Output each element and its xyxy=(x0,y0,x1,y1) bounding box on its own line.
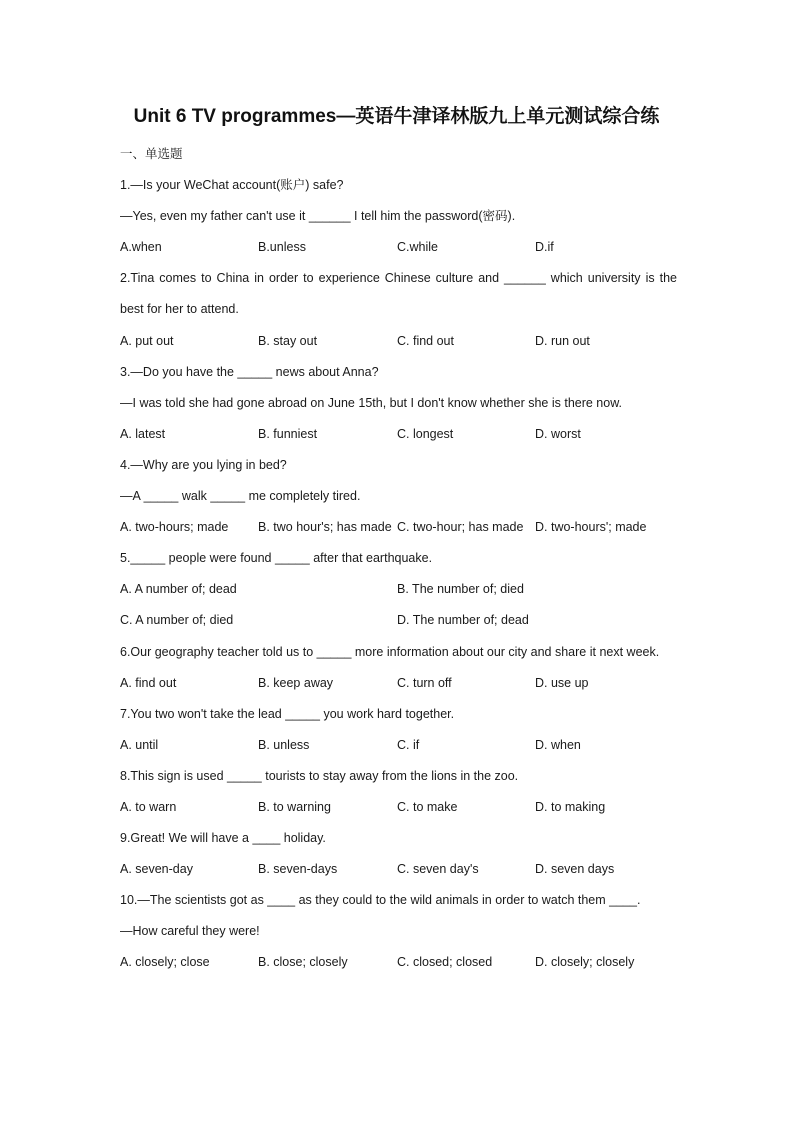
option-b: B. keep away xyxy=(258,675,334,690)
option-d: D. use up xyxy=(535,675,589,690)
document-title: Unit 6 TV programmes—英语牛津译林版九上单元测试综合练 xyxy=(133,106,660,127)
option-c: C. find out xyxy=(397,333,454,348)
question-3-options xyxy=(120,419,677,450)
question-9-options xyxy=(120,854,677,885)
question-5-options-row-2 xyxy=(120,605,677,636)
option-d: D. worst xyxy=(535,426,581,441)
section-heading: 一、单选题 xyxy=(120,147,183,161)
option-a: A. two-hours; made xyxy=(120,520,229,535)
option-c: C. closed; closed xyxy=(397,955,493,970)
option-d: D.if xyxy=(535,240,554,255)
option-a: A. A number of; dead xyxy=(120,582,237,597)
question-2-options xyxy=(120,326,677,357)
question-4-reply: —A _____ walk _____ me completely tired. xyxy=(120,489,361,504)
question-6-options xyxy=(120,668,677,699)
question-8-options xyxy=(120,792,677,823)
question-10-options xyxy=(120,947,677,978)
option-d: D. closely; closely xyxy=(535,955,635,970)
option-b: B. seven-days xyxy=(258,862,338,877)
option-c: C. if xyxy=(397,737,420,752)
option-d: D. The number of; dead xyxy=(397,613,529,628)
option-c: C. A number of; died xyxy=(120,613,234,628)
option-b: B. funniest xyxy=(258,426,318,441)
question-1-reply: —Yes, even my father can't use it ______ I tell him the password(密码). xyxy=(120,209,516,224)
option-c: C. turn off xyxy=(397,675,452,690)
question-10-stem: 10.—The scientists got as ____ as they could to the wild animals in order to watch them ____. xyxy=(120,893,641,908)
option-a: A. latest xyxy=(120,426,166,441)
option-a: A.when xyxy=(120,240,162,255)
option-c: C. two-hour; has made xyxy=(397,520,524,535)
option-d: D. two-hours'; made xyxy=(535,520,647,535)
question-1-stem: 1.—Is your WeChat account(账户) safe? xyxy=(120,178,344,193)
question-5-stem: 5._____ people were found _____ after that earthquake. xyxy=(120,551,433,566)
option-a: A. put out xyxy=(120,333,174,348)
question-8-stem: 8.This sign is used _____ tourists to stay away from the lions in the zoo. xyxy=(120,768,519,783)
question-3-reply: —I was told she had gone abroad on June 15th, but I don't know whether she is there now. xyxy=(120,395,623,410)
option-a: A. closely; close xyxy=(120,955,210,970)
option-a: A. until xyxy=(120,737,159,752)
question-1-options xyxy=(120,232,677,263)
option-c: C. longest xyxy=(397,426,454,441)
option-d: D. seven days xyxy=(535,862,615,877)
question-7-stem: 7.You two won't take the lead _____ you work hard together. xyxy=(120,706,455,721)
option-b: B. two hour's; has made xyxy=(258,520,392,535)
option-d: D. to making xyxy=(535,799,606,814)
question-4-stem: 4.—Why are you lying in bed? xyxy=(120,457,287,472)
option-d: D. when xyxy=(535,737,581,752)
question-list xyxy=(120,139,677,979)
option-a: A. seven-day xyxy=(120,862,193,877)
question-7-options xyxy=(120,730,677,761)
option-b: B. The number of; died xyxy=(397,582,524,597)
option-c: C.while xyxy=(397,240,438,255)
option-a: A. find out xyxy=(120,675,177,690)
option-b: B.unless xyxy=(258,240,306,255)
question-6-stem: 6.Our geography teacher told us to _____ more information about our city and share it next week. xyxy=(120,644,660,659)
question-2-stem: 2.Tina comes to China in order to experience Chinese culture and ______ which university is the best for her to attend. xyxy=(120,271,677,317)
question-10-reply: —How careful they were! xyxy=(120,924,260,939)
option-c: C. seven day's xyxy=(397,862,479,877)
option-b: B. to warning xyxy=(258,799,331,814)
option-a: A. to warn xyxy=(120,799,177,814)
question-3-stem: 3.—Do you have the _____ news about Anna? xyxy=(120,364,379,379)
question-4-options xyxy=(120,512,677,543)
option-b: B. stay out xyxy=(258,333,318,348)
option-b: B. unless xyxy=(258,737,310,752)
option-b: B. close; closely xyxy=(258,955,348,970)
option-d: D. run out xyxy=(535,333,590,348)
question-5-options-row-1 xyxy=(120,574,677,605)
question-9-stem: 9.Great! We will have a ____ holiday. xyxy=(120,831,326,846)
option-c: C. to make xyxy=(397,799,458,814)
